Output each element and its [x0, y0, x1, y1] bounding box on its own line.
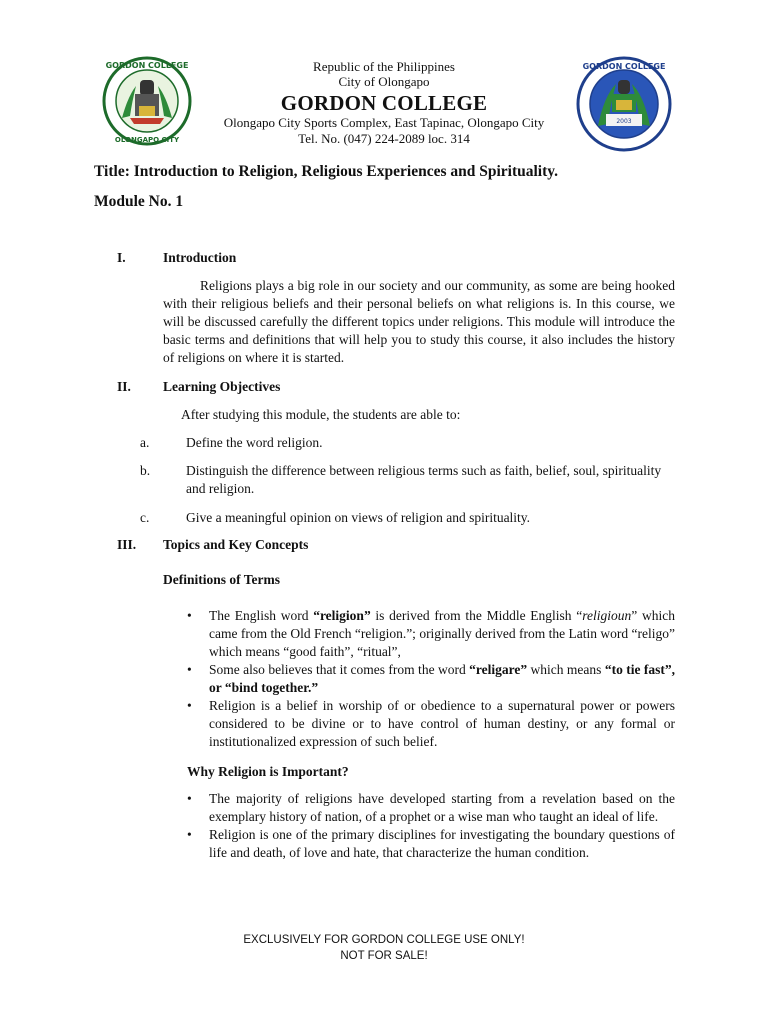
section-3-number: III. — [117, 537, 137, 552]
college-name: GORDON COLLEGE — [280, 91, 488, 115]
bullet-icon: • — [187, 791, 192, 806]
list-item: • Religion is one of the primary disciplines for investigating the boundary questions of life and death, of love and hate, that characterize the human condition. — [187, 827, 675, 860]
list-item: • Some also believes that it comes from the word “religare” which means “to tie fast”, or “bind together.” — [187, 662, 675, 695]
module-number: Module No. 1 — [94, 193, 184, 210]
bullet-icon: • — [187, 662, 192, 677]
definitions-heading: Definitions of Terms — [163, 572, 281, 587]
objective-a-letter: a. — [140, 435, 150, 450]
left-seal-arc-bottom: OLONGAPO CITY — [114, 136, 180, 144]
section-2-title: Learning Objectives — [163, 379, 281, 394]
bullet-icon: • — [187, 827, 192, 842]
objective-a-text: Define the word religion. — [186, 435, 323, 450]
letterhead — [0, 0, 768, 150]
header-line-tel: Tel. No. (047) 224-2089 loc. 314 — [298, 131, 470, 146]
list-item: • Religion is a belief in worship of or obedience to a supernatural power or powers considered to be divine or to have control of human destiny, or any formal or institutionalized expression of such belief. — [187, 698, 675, 749]
section-3-title: Topics and Key Concepts — [163, 537, 309, 552]
list-item: • The majority of religions have developed starting from a revelation based on the exemplary history of nation, of a prophet or a wise man who taught an ideal of life. — [187, 791, 675, 824]
section-2-number: II. — [117, 379, 131, 394]
why-religion-heading: Why Religion is Important? — [187, 764, 349, 779]
bullet-icon: • — [187, 698, 192, 713]
module-title: Title: Introduction to Religion, Religious Experiences and Spirituality. — [94, 163, 559, 180]
header-line-address: Olongapo City Sports Complex, East Tapinac, Olongapo City — [223, 115, 545, 130]
definitions-list — [187, 607, 675, 751]
objective-c-text: Give a meaningful opinion on views of religion and spirituality. — [186, 510, 531, 525]
why-religion-list — [187, 790, 675, 862]
objective-b-text: Distinguish the difference between religious terms such as faith, belief, soul, spirituality and religion. — [186, 463, 662, 496]
section-1-number: I. — [117, 250, 126, 265]
header-line-city: City of Olongapo — [338, 74, 430, 89]
objectives-intro: After studying this module, the students are able to: — [181, 407, 461, 422]
right-seal-arc-top: GORDON COLLEGE — [582, 62, 666, 71]
section-1-title: Introduction — [163, 250, 237, 265]
footer-notice-line2: NOT FOR SALE! — [340, 950, 428, 962]
bullet-icon: • — [187, 608, 192, 623]
list-item: • The English word “religion” is derived from the Middle English “religioun” which came from the Old French “religion.”; originally derived from the Latin word “religo” which means “good faith”, “ritual”, — [187, 608, 675, 659]
introduction-paragraph: Religions plays a big role in our society and our community, as some are being hooked with their religious beliefs and their personal beliefs on what religions is. In this course, we will be discussed carefully the different topics under religions. This module will introduce the basic terms and definitions that will help you to study this course, it also includes the history of religions on where it is started. — [163, 278, 675, 365]
footer-notice-line1: EXCLUSIVELY FOR GORDON COLLEGE USE ONLY! — [243, 934, 525, 946]
objective-b-letter: b. — [140, 463, 151, 478]
left-seal-arc-top: GORDON COLLEGE — [105, 61, 189, 70]
header-line-republic: Republic of the Philippines — [313, 59, 455, 74]
objective-c-letter: c. — [140, 510, 150, 525]
right-seal-year: 2003 — [616, 118, 632, 125]
